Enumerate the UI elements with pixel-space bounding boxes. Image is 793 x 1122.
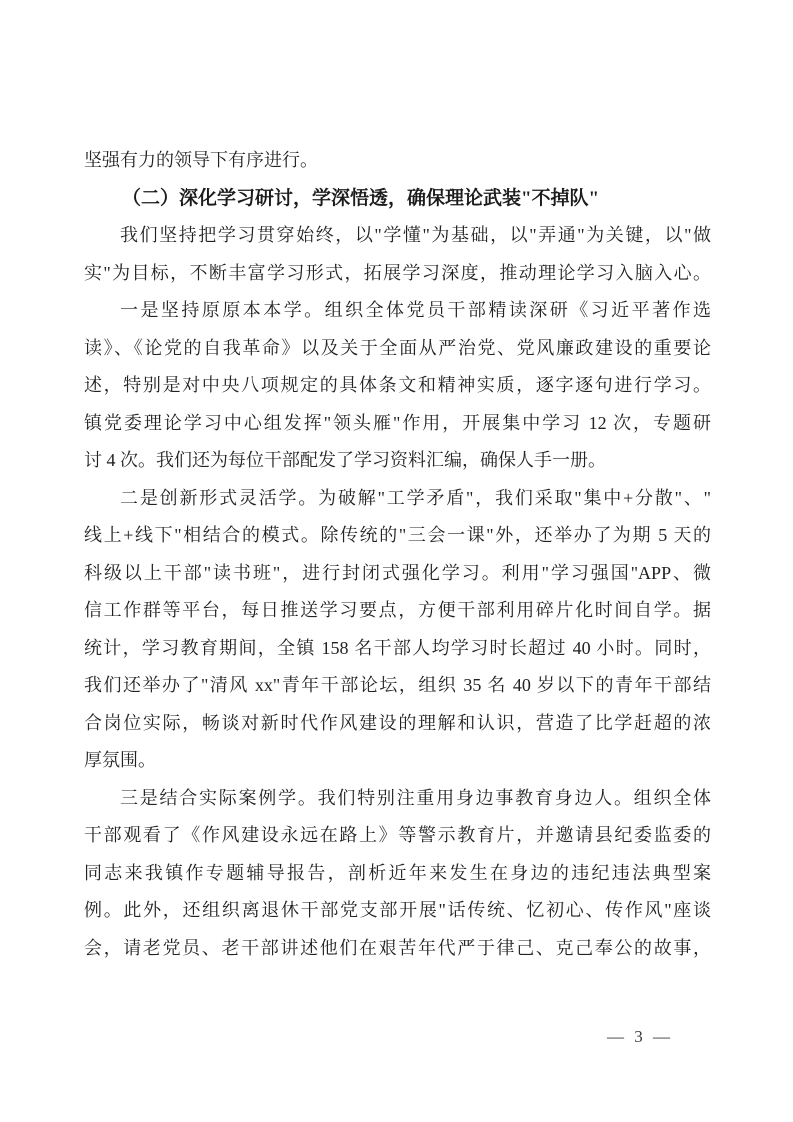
text-line: 我们还举办了"清风 xx"青年干部论坛，组织 35 名 40 岁以下的青年干部结 [84,675,711,695]
text-line: 厚氛围。 [84,750,156,770]
text-line: 信工作群等平台，每日推送学习要点，方便干部利用碎片化时间自学。据 [84,600,711,620]
text-line: 三是结合实际案例学。我们特别注重用身边事教育身边人。组织全体 [120,787,711,808]
text-line: 同志来我镇作专题辅导报告，剖析近年来发生在身边的违纪违法典型案 [84,862,711,883]
text-line: 线上+线下"相结合的模式。除传统的"三会一课"外，还举办了为期 5 天的 [84,525,711,545]
document-body [84,142,711,967]
text-line: 一是坚持原原本本学。组织全体党员干部精读深研《习近平著作选 [120,300,711,320]
text-line: 例。此外，还组织离退休干部党支部开展"话传统、忆初心、传作风"座谈 [84,900,711,920]
text-line: 镇党委理论学习中心组发挥"领头雁"作用，开展集中学习 12 次，专题研 [84,412,711,433]
page-number: — 3 — [607,1027,670,1046]
section-heading: （二）深化学习研讨，学深悟透，确保理论武装"不掉队" [122,187,600,209]
text-line: 我们坚持把学习贯穿始终，以"学懂"为基础，以"弄通"为关键，以"做 [120,225,711,245]
text-line: 坚强有力的领导下有序进行。 [84,150,318,170]
text-line: 合岗位实际，畅谈对新时代作风建设的理解和认识，营造了比学赶超的浓 [84,712,711,733]
text-line: 科级以上干部"读书班"，进行封闭式强化学习。利用"学习强国"APP、微 [84,562,711,583]
text-line: 二是创新形式灵活学。为破解"工学矛盾"，我们采取"集中+分散"、" [120,487,711,508]
text-line: 读》、《论党的自我革命》以及关于全面从严治党、党风廉政建设的重要论 [84,337,711,358]
text-line: 述，特别是对中央八项规定的具体条文和精神实质，逐字逐句进行学习。 [84,375,711,395]
text-line: 干部观看了《作风建设永远在路上》等警示教育片，并邀请县纪委监委的 [84,825,711,845]
text-line: 统计，学习教育期间，全镇 158 名干部人均学习时长超过 40 小时。同时， [84,637,711,658]
text-line: 实"为目标，不断丰富学习形式，拓展学习深度，推动理论学习入脑入心。 [84,262,711,283]
text-line: 会，请老党员、老干部讲述他们在艰苦年代严于律己、克己奉公的故事， [84,937,711,958]
text-line: 讨 4 次。我们还为每位干部配发了学习资料汇编，确保人手一册。 [84,450,606,470]
